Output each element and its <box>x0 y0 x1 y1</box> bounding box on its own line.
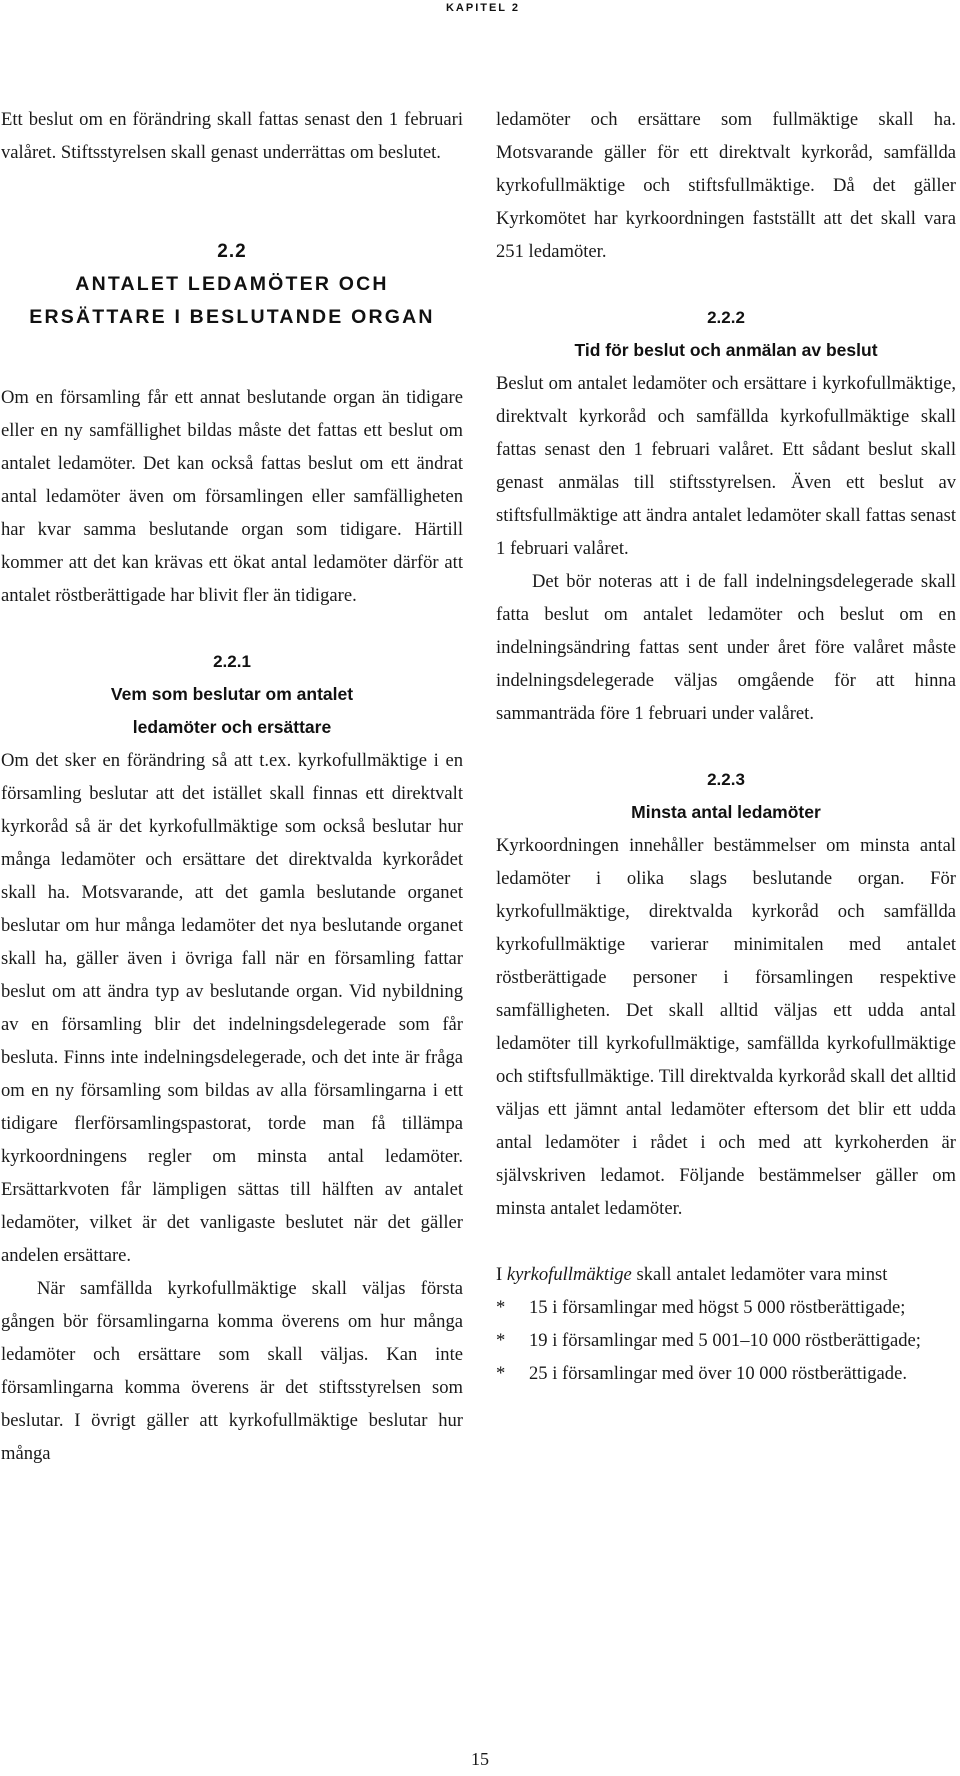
subsection-title-line-1: Vem som beslutar om antalet <box>110 684 354 704</box>
section-title-line-1: ANTALET LEDAMÖTER OCH <box>75 273 389 295</box>
subsection-paragraph-1: Beslut om antalet ledamöter och ersättare i kyrkofullmäktige, direktvalt kyrkoråd och samfällda kyrkofullmäktige skall fattas senast den 1 februari valåret. Ett sådant beslut skall genast anmälas till stiftsstyrelsen. Även ett beslut av stiftsfullmäktige att ändra antalet ledamöter skall fattas senast 1 februari valåret. <box>496 373 956 559</box>
subsection-number: 2.2.2 <box>707 308 745 327</box>
list-item-text: 25 i församlingar med över 10 000 röstberättigade. <box>529 1363 907 1384</box>
list-item <box>496 1324 956 1357</box>
subsection-title <box>1 678 463 744</box>
intro-paragraph: Ett beslut om en förändring skall fattas senast den 1 februari valåret. Stiftsstyrelsen skall genast underrättas om beslutet. <box>1 109 463 163</box>
asterisk-bullet: * <box>496 1297 506 1318</box>
spacer <box>496 1225 956 1258</box>
list-intro-post: skall antalet ledamöter vara minst <box>636 1264 888 1285</box>
minimum-members-list <box>496 1291 956 1390</box>
list-intro-pre: I <box>496 1264 503 1285</box>
section-title-line-2: ERSÄTTARE I BESLUTANDE ORGAN <box>29 306 435 328</box>
section-title <box>1 268 463 334</box>
continuation-paragraph: ledamöter och ersättare som fullmäktige skall ha. Motsvarande gäller för ett direktvalt kyrkoråd, samfällda kyrkofullmäktige och stiftsfullmäktige. Då det gäller Kyrkomötet har kyrkoordningen fastställt att det skall vara 251 ledamöter. <box>496 109 956 262</box>
subsection-title-line-2: ledamöter och ersättare <box>132 717 332 737</box>
right-column <box>496 103 956 1390</box>
subsection-paragraph-1: Om det sker en förändring så att t.ex. kyrkofullmäktige i en församling beslutar att det istället skall finnas ett direktvalt kyrkoråd så är det kyrkofullmäktige som också beslutar hur många ledamöter och ersättare det direktvalda kyrkorådet skall ha. Motsvarande, att det gamla beslutande organet beslutar om hur många ledamöter det nya beslutande organet skall ha, gäller även i övriga fall när en församling fattar beslut om att ändra typ av beslutande organ. Vid nybildning av en församling blir det indelningsdelegerade som får besluta. Finns inte indelningsdelegerade, och det inte är fråga om en ny församling som bildas av alla församlingarna i ett tidigare flerförsamlingspastorat, torde man få tillämpa kyrkoordningens regler om minsta antal ledamöter. Ersättarkvoten får lämpligen sättas till hälften av antalet ledamöter, vilket är det vanligaste beslutet när det gäller andelen ersättare. <box>1 750 463 1266</box>
list-item-text: 19 i församlingar med 5 001–10 000 röstberättigade; <box>529 1330 921 1351</box>
list-item-text: 15 i församlingar med högst 5 000 röstberättigade; <box>529 1297 906 1318</box>
subsection-paragraph-1: Kyrkoordningen innehåller bestämmelser om minsta antal ledamöter i olika slags beslutande organ. För kyrkofullmäktige, direktvalda kyrkoråd och samfällda kyrkofullmäktige varierar minimitalen med antalet röstberättigade personer i församlingen respektive samfälligheten. Det skall alltid väljas ett udda antal ledamöter till kyrkofullmäktige, samfällda kyrkofullmäktige och stiftsfullmäktige. Till direktvalda kyrkoråd skall det alltid väljas ett jämnt antal ledamöter eftersom det blir ett udda antal ledamöter i rådet i och med att kyrkoherden är självskriven ledamot. Följande bestämmelser gäller om minsta antalet ledamöter. <box>496 835 956 1219</box>
asterisk-bullet: * <box>496 1363 506 1384</box>
subsection-title: Tid för beslut och anmälan av beslut <box>574 340 878 360</box>
list-intro <box>496 1258 956 1291</box>
subsection-title: Minsta antal ledamöter <box>631 802 821 822</box>
subsection-number: 2.2.1 <box>213 652 251 671</box>
section-number: 2.2 <box>217 241 247 262</box>
left-column <box>1 103 463 1470</box>
section-body-paragraph: Om en församling får ett annat beslutande organ än tidigare eller en ny samfällighet bildas måste det fattas ett beslut om antalet ledamöter. Det kan också fattas beslut om ett ändrat antal ledamöter även om församlingen eller samfälligheten har kvar samma beslutande organ som tidigare. Härtill kommer att det kan krävas ett ökat antal ledamöter därför att antalet röstberättigade har blivit fler än tidigare. <box>1 387 463 606</box>
list-item <box>496 1357 956 1390</box>
list-item <box>496 1291 956 1324</box>
page-number: 15 <box>471 1749 489 1769</box>
subsection-paragraph-2: Det bör noteras att i de fall indelningsdelegerade skall fatta beslut om antalet ledamöter och beslut om en indelningsändring fattas sent under året före valåret måste indelningsdelegerade väljas omgående för att hinna sammanträda före 1 februari under valåret. <box>496 571 956 724</box>
running-head: KAPITEL 2 <box>445 2 520 14</box>
subsection-number: 2.2.3 <box>707 770 745 789</box>
asterisk-bullet: * <box>496 1330 506 1351</box>
subsection-paragraph-2: När samfällda kyrkofullmäktige skall väljas första gången bör församlingarna komma överens om hur många ledamöter och ersättare som skall väljas. Kan inte församlingarna komma överens är det stiftsstyrelsen som beslutar. I övrigt gäller att kyrkofullmäktige beslutar hur många <box>1 1278 463 1464</box>
list-intro-emphasis: kyrkofullmäktige <box>506 1264 632 1285</box>
